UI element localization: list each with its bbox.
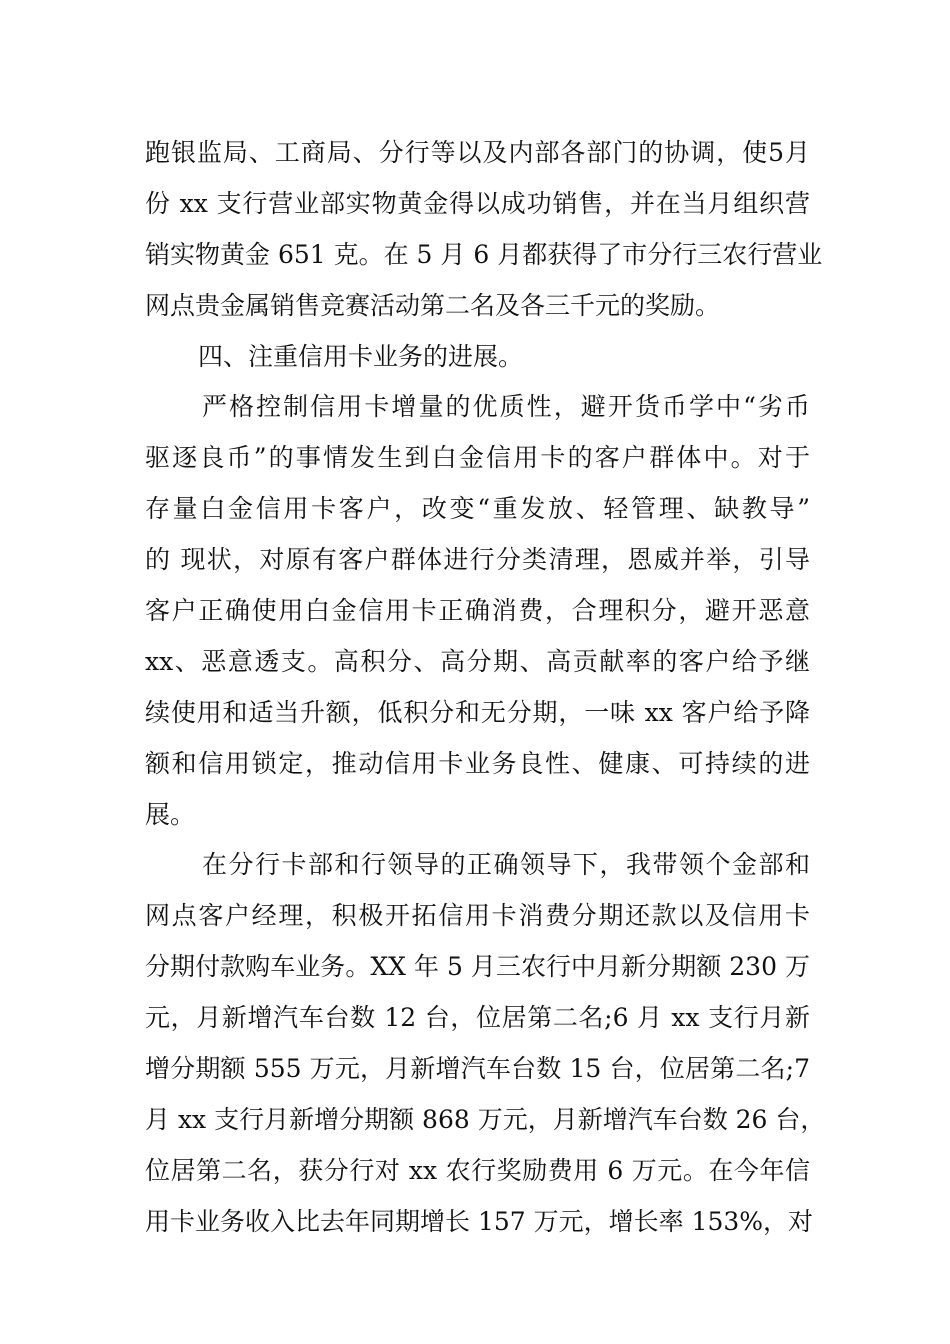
text-line: 增分期额 555 万元，月新增汽车台数 15 台，位居第二名;7 xyxy=(145,1054,810,1084)
text-line: 额和信用锁定，推动信用卡业务良性、健康、可持续的进 xyxy=(145,748,810,778)
text-line: 份 xx 支行营业部实物黄金得以成功销售，并在当月组织营 xyxy=(145,188,810,218)
text-line: 客户正确使用白金信用卡正确消费，合理积分，避开恶意 xyxy=(145,596,810,626)
text-line: 存量白金信用卡客户，改变“重发放、轻管理、缺教导” xyxy=(145,494,810,524)
text-line: 销实物黄金 651 克。在 5 月 6 月都获得了市分行三农行营业 xyxy=(145,239,823,269)
section-heading: 四、注重信用卡业务的进展。 xyxy=(198,341,524,371)
text-line: 跑银监局、工商局、分行等以及内部各部门的协调，使5月 xyxy=(145,138,810,167)
text-line: 在分行卡部和行领导的正确领导下，我带领个金部和 xyxy=(202,850,810,880)
text-line: 位居第二名，获分行对 xx 农行奖励费用 6 万元。在今年信 xyxy=(145,1155,810,1185)
text-line: 月 xx 支行月新增分期额 868 万元，月新增汽车台数 26 台， xyxy=(145,1104,826,1134)
text-line: 严格控制信用卡增量的优质性，避开货币学中“劣币 xyxy=(202,392,810,422)
text-line: 元，月新增汽车台数 12 台，位居第二名;6 月 xx 支行月新 xyxy=(145,1003,810,1033)
text-line: 的 现状，对原有客户群体进行分类清理，恩威并举，引导 xyxy=(145,545,810,575)
text-line: 驱逐良币”的事情发生到白金信用卡的客户群体中。对于 xyxy=(145,443,810,473)
text-line: 续使用和适当升额，低积分和无分期，一味 xx 客户给予降 xyxy=(145,697,810,727)
document-body xyxy=(145,128,826,1248)
text-line: 网点客户经理，积极开拓信用卡消费分期还款以及信用卡 xyxy=(145,901,810,931)
text-line: 网点贵金属销售竞赛活动第二名及各三千元的奖励。 xyxy=(145,290,721,320)
text-line: 分期付款购车业务。XX 年 5 月三农行中月新分期额 230 万 xyxy=(145,952,810,982)
text-line: 展。 xyxy=(145,799,196,829)
text-line: 用卡业务收入比去年同期增长 157 万元，增长率 153%，对 xyxy=(145,1206,814,1236)
text-line: xx、恶意透支。高积分、高分期、高贡献率的客户给予继 xyxy=(145,646,810,676)
